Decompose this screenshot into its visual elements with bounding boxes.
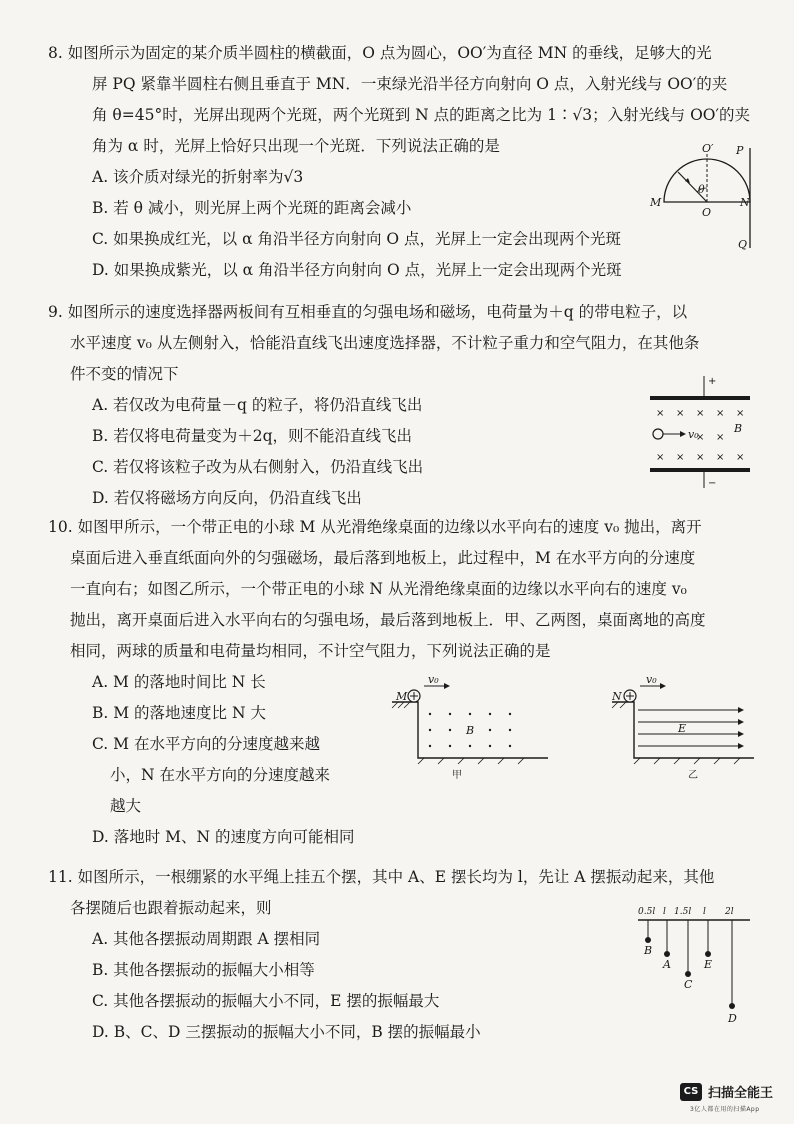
- q9-stem-line: 9. 如图所示的速度选择器两板间有互相垂直的匀强电场和磁场，电荷量为＋q 的带电粒子，以: [48, 303, 688, 321]
- q11-stem-line: 各摆随后也跟着振动起来，则: [70, 899, 272, 917]
- bob-b: [645, 937, 651, 943]
- svg-text:×: ×: [716, 432, 725, 443]
- q8-option-c: C. 如果换成红光，以 α 角沿半径方向射向 O 点，光屏上一定会出现两个光斑: [92, 230, 622, 248]
- q8-option-a: A. 该介质对绿光的折射率为√3: [92, 168, 304, 186]
- q9-option-b: B. 若仅将电荷量变为＋2q，则不能沿直线飞出: [92, 427, 413, 445]
- q8-stem-line: 角 θ=45°时，光屏出现两个光斑，两个光斑到 N 点的距离之比为 1∶√3；入射光线与 OO′的夹: [92, 106, 751, 124]
- q8-option-b: B. 若 θ 减小，则光屏上两个光斑的距离会减小: [92, 199, 412, 217]
- q11-option-a: A. 其他各摆振动周期跟 A 摆相同: [92, 930, 321, 948]
- bob-c: [685, 971, 691, 977]
- label-b: B: [466, 724, 475, 737]
- pendulum-label-a: A: [663, 958, 671, 971]
- q10-stem-line: 抛出，离开桌面后进入水平向右的匀强电场，最后落到地板上．甲、乙两图，桌面离地的高度: [70, 611, 706, 629]
- label-b: B: [734, 422, 743, 435]
- svg-text:×: ×: [736, 452, 745, 463]
- label-p: P: [736, 144, 744, 157]
- q9-option-c: C. 若仅将该粒子改为从右侧射入，仍沿直线飞出: [92, 458, 424, 476]
- label-plus: +: [708, 376, 717, 387]
- q11-option-d: D. B、C、D 三摆振动的振幅大小不同，B 摆的振幅最小: [92, 1023, 481, 1041]
- q9-stem-line: 水平速度 v₀ 从左侧射入，恰能沿直线飞出速度选择器，不计粒子重力和空气阻力，在其他条: [70, 334, 700, 352]
- length-label-b: 0.5l: [638, 907, 656, 917]
- q10-stem-line: 桌面后进入垂直纸面向外的匀强磁场，最后落到地板上，此过程中，M 在水平方向的分速度: [70, 549, 696, 567]
- label-o: O: [702, 206, 712, 219]
- label-v0: v₀: [688, 428, 699, 441]
- bob-e: [705, 951, 711, 957]
- q8-stem-line: 屏 PQ 紧靠半圆柱右侧且垂直于 MN．一束绿光沿半径方向射向 O 点，入射光线与 OO′的夹: [92, 75, 728, 93]
- label-n: N: [740, 196, 750, 209]
- svg-text:×: ×: [656, 452, 665, 463]
- label-v0-yi: v₀: [646, 674, 657, 686]
- q11-stem-line: 11. 如图所示，一根绷紧的水平绳上挂五个摆，其中 A、E 摆长均为 l，先让 A 摆振动起来，其他: [48, 868, 715, 886]
- q10-stem-line: 一直向右；如图乙所示，一个带正电的小球 N 从光滑绝缘桌面的边缘以水平向右的速度 v₀: [70, 580, 687, 598]
- pendulum-label-d: D: [728, 1012, 737, 1025]
- label-m: M: [650, 196, 662, 209]
- bob-a: [664, 951, 670, 957]
- q10-option-c: C. M 在水平方向的分速度越来越: [92, 735, 320, 753]
- scanner-watermark: [680, 1080, 790, 1116]
- field-lines: [638, 710, 740, 746]
- svg-text:×: ×: [716, 408, 725, 419]
- watermark-sub: 3亿人都在用的扫描App: [690, 1106, 760, 1113]
- label-e: E: [678, 722, 687, 735]
- svg-text:×: ×: [656, 408, 665, 419]
- magnetic-field-marks: [656, 408, 744, 463]
- q9-stem-line: 件不变的情况下: [70, 365, 179, 383]
- q10-figure-yi: [608, 674, 758, 784]
- q10-stem-line: 10. 如图甲所示，一个带正电的小球 M 从光滑绝缘桌面的边缘以水平向右的速度 v₀ 抛出，离开: [48, 518, 702, 536]
- svg-text:×: ×: [716, 452, 725, 463]
- q11-option-b: B. 其他各摆振动的振幅大小相等: [92, 961, 315, 979]
- q8-option-d: D. 如果换成紫光，以 α 角沿半径方向射向 O 点，光屏上一定会出现两个光斑: [92, 261, 622, 279]
- pendulum-label-b: B: [644, 944, 653, 957]
- q8-stem-line: 8. 如图所示为固定的某介质半圆柱的横截面，O 点为圆心，OO′为直径 MN 的垂线，足够大的光: [48, 44, 712, 62]
- length-label-a: l: [663, 907, 666, 917]
- particle: [653, 429, 663, 439]
- top-plate: [650, 396, 750, 400]
- q8-figure-semicylinder: [644, 140, 754, 255]
- label-m: M: [396, 690, 408, 703]
- q10-stem-line: 相同，两球的质量和电荷量均相同，不计空气阻力，下列说法正确的是: [70, 642, 551, 660]
- q11-figure-pendulums: [636, 900, 754, 1030]
- q9-option-a: A. 若仅改为电荷量－q 的粒子，将仍沿直线飞出: [92, 396, 423, 414]
- svg-text:×: ×: [696, 408, 705, 419]
- cs-logo-icon: CS: [680, 1083, 702, 1101]
- bottom-plate: [650, 468, 750, 472]
- length-label-c: 1.5l: [674, 907, 692, 917]
- svg-text:×: ×: [736, 408, 745, 419]
- svg-text:×: ×: [696, 452, 705, 463]
- q11-option-c: C. 其他各摆振动的振幅大小不同，E 摆的振幅最大: [92, 992, 440, 1010]
- q9-option-d: D. 若仅将磁场方向反向，仍沿直线飞出: [92, 489, 362, 507]
- q9-figure-velocity-selector: [644, 372, 756, 490]
- label-v0-jia: v₀: [428, 674, 439, 686]
- length-label-d: 2l: [725, 907, 734, 917]
- watermark-name: 扫描全能王: [708, 1086, 774, 1101]
- q10-option-a: A. M 的落地时间比 N 长: [92, 673, 266, 691]
- svg-text:×: ×: [696, 432, 705, 443]
- label-minus: −: [708, 478, 717, 489]
- caption-jia: 甲: [452, 770, 462, 781]
- pendulum-label-e: E: [704, 958, 713, 971]
- label-o-prime: O′: [702, 142, 714, 155]
- q10-figure-jia: [388, 674, 558, 784]
- svg-text:×: ×: [676, 452, 685, 463]
- q10-option-b: B. M 的落地速度比 N 大: [92, 704, 266, 722]
- label-n: N: [612, 690, 622, 703]
- bob-d: [729, 1003, 735, 1009]
- pendulum-label-c: C: [684, 978, 693, 991]
- length-label-e: l: [703, 907, 706, 917]
- q10-option-c-cont: 小，N 在水平方向的分速度越来: [110, 766, 330, 784]
- q10-option-c-cont: 越大: [110, 797, 142, 815]
- q10-option-d: D. 落地时 M、N 的速度方向可能相同: [92, 828, 355, 846]
- label-theta: θ: [698, 183, 705, 196]
- q8-stem-line: 角为 α 时，光屏上恰好只出现一个光斑．下列说法正确的是: [92, 137, 500, 155]
- caption-yi: 乙: [688, 770, 698, 781]
- svg-text:×: ×: [676, 408, 685, 419]
- label-q: Q: [738, 238, 748, 251]
